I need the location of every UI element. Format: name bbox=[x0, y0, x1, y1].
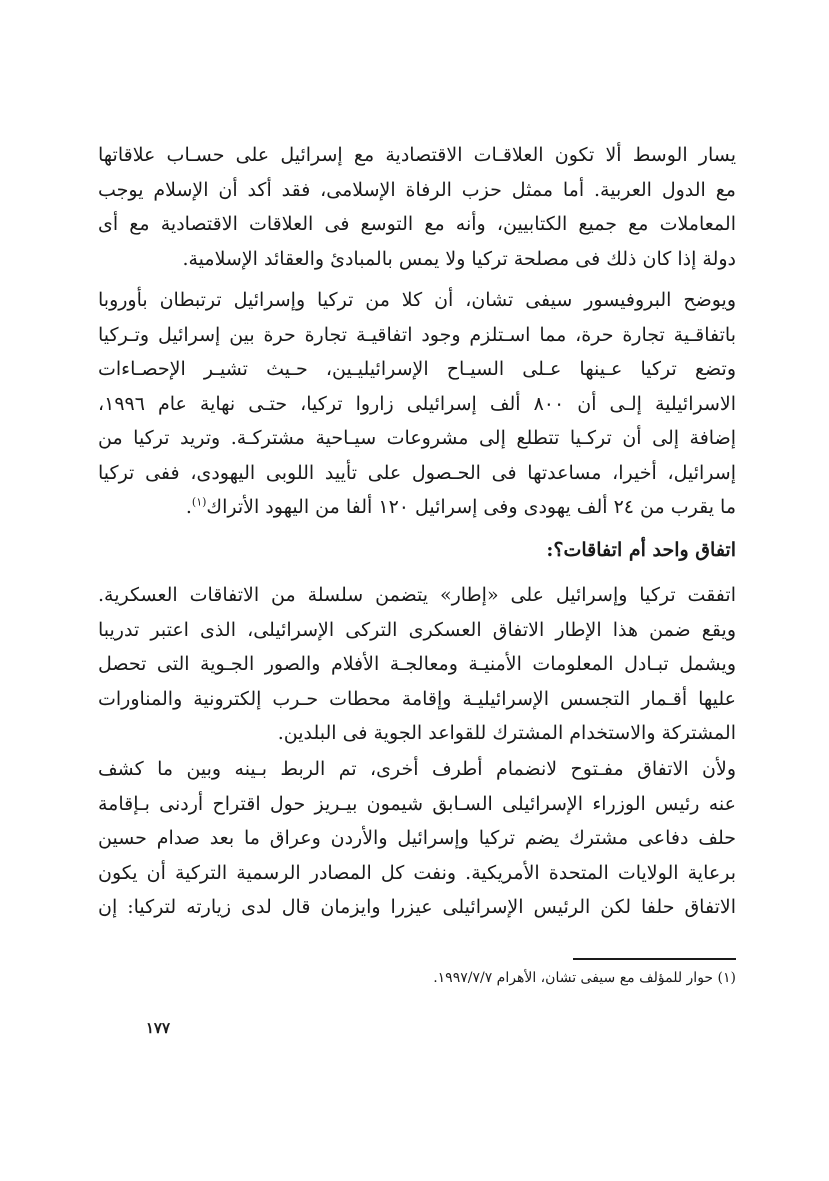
paragraph-line: ويشمل تبـادل المعلومات الأمنيـة ومعالجـة الأفلام والصور الجـوية التى تحصل bbox=[98, 653, 736, 675]
paragraph-line: دولة إذا كان ذلك فى مصلحة تركيا ولا يمس بالمبادئ والعقائد الإسلامية. bbox=[182, 247, 736, 270]
paragraph-3 bbox=[98, 578, 736, 751]
paragraph-line: وتضع تركيا عـينها عـلى السيـاح الإسرائيليـين، حـيث تشيـر الإحصـاءات bbox=[98, 358, 736, 380]
line-terminator: . bbox=[185, 496, 192, 518]
paragraph-line bbox=[98, 490, 736, 525]
paragraph-4 bbox=[98, 752, 736, 925]
page-number: ١٧٧ bbox=[145, 1019, 170, 1037]
paragraph-line: الاتفاق حلفا لكن الرئيس الإسرائيلى عيزرا وايزمان قال لدى زيارته لتركيا: إن bbox=[98, 896, 736, 918]
paragraph-line-text: ما يقرب من ٢٤ ألف يهودى وفى إسرائيل ١٢٠ ألفا من اليهود الأتراك bbox=[206, 496, 736, 518]
paragraph-line: برعاية الولايات المتحدة الأمريكية. ونفت كل المصادر الرسمية التركية أن يكون bbox=[98, 861, 736, 884]
paragraph-line: إضافة إلى أن تركـيا تتطلع إلى مشروعات سيـاحية مشتركـة. وتريد تركيا من bbox=[98, 427, 736, 449]
paragraph-line: حلف دفاعى مشترك يضم تركيا وإسرائيل والأردن وعراق ما بعد صدام حسين bbox=[98, 827, 736, 849]
paragraph-1 bbox=[98, 138, 736, 276]
paragraph-line: عنه رئيس الوزراء الإسرائيلى السـابق شيمون بيـريز حول اقتراح أردنى بـإقامة bbox=[98, 792, 736, 815]
paragraph-line: اتفقت تركيا وإسرائيل على «إطار» يتضمن سلسلة من الاتفاقات العسكرية. bbox=[98, 584, 736, 606]
paragraph-line: الاسرائيلية إلـى أن ٨٠٠ ألف إسرائيلى زاروا تركيا، حتـى نهاية عام ١٩٩٦، bbox=[98, 392, 736, 415]
footnote-divider bbox=[573, 958, 736, 960]
paragraph-line: ويقع ضمن هذا الإطار الاتفاق العسكرى التركى الإسرائيلى، الذى اعتبر تدريبا bbox=[98, 618, 736, 641]
paragraph-line: يسار الوسط ألا تكون العلاقـات الاقتصادية مع إسرائيل على حسـاب علاقاتها bbox=[98, 144, 736, 166]
paragraph-line: ولأن الاتفاق مفـتوح لانضمام أطرف أخرى، تم الربط بـينه وبين ما كشف bbox=[98, 758, 736, 780]
footnote-reference: (١) bbox=[191, 495, 207, 509]
paragraph-line: ويوضح البروفيسور سيفى تشان، أن كلا من تركيا وإسرائيل ترتبطان بأوروبا bbox=[98, 289, 736, 311]
section-heading: اتفاق واحد أم اتفاقات؟: bbox=[546, 539, 736, 561]
paragraph-line: المشتركة والاستخدام المشترك للقواعد الجوية فى البلدين. bbox=[277, 722, 736, 744]
paragraph-line: المعاملات مع جميع الكتابيين، وأنه مع التوسع فى العلاقات الاقتصادية مع أى bbox=[98, 213, 736, 235]
paragraph-line: إسرائيل، أخيرا، مساعدتها فى الحـصول على تأييد اللوبى اليهودى، ففى تركيا bbox=[98, 461, 736, 484]
paragraph-line: عليها أقـمار التجسس الإسرائيليـة وإقامة محطات حـرب إلكترونية والمناورات bbox=[98, 687, 736, 710]
paragraph-2 bbox=[98, 283, 736, 525]
footnote: (١) حوار للمؤلف مع سيفى تشان، الأهرام ١٩٩٧/٧/٧. bbox=[433, 970, 736, 986]
paragraph-line: باتفاقـية تجارة حرة، مما اسـتلزم وجود اتفاقيـة تجارة حرة بين إسرائيل وتـركيا bbox=[98, 323, 736, 346]
paragraph-line: مع الدول العربية. أما ممثل حزب الرفاة الإسلامى، فقد أكد أن الإسلام يوجب bbox=[98, 178, 736, 201]
